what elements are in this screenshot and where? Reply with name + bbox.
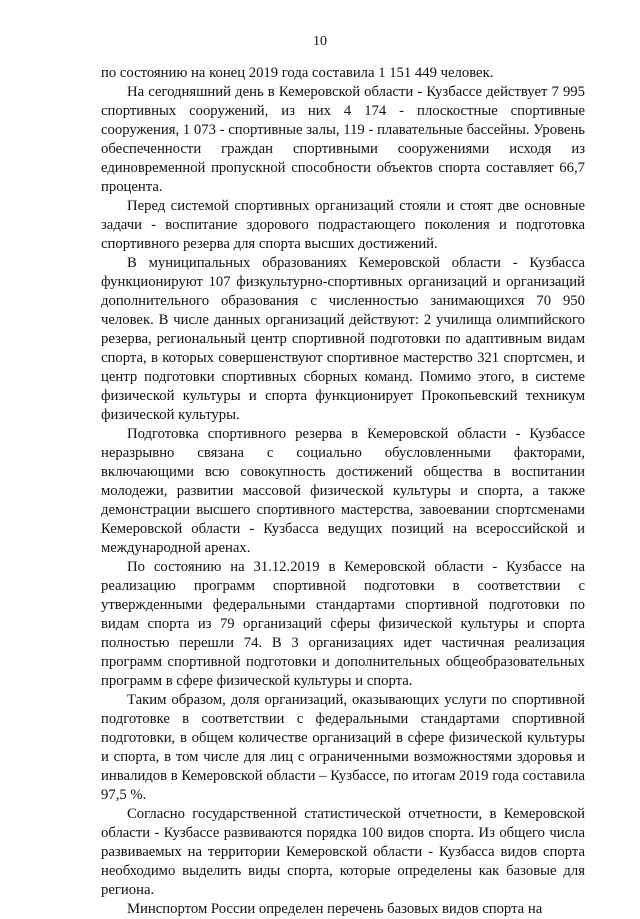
paragraph-9: Минспортом России определен перечень базовых видов спорта на <box>127 901 543 917</box>
paragraph-1: по состоянию на конец 2019 года составила 1 151 449 человек. <box>101 65 494 81</box>
body-text <box>101 64 585 919</box>
paragraph-3: Перед системой спортивных организаций стояли и стоят две основные задачи - воспитание здорового подрастающего поколения и подготовка спортивного резерва для спорта высших достижений. <box>101 198 585 252</box>
paragraph-2: На сегодняшний день в Кемеровской области - Кузбассе действует 7 995 спортивных сооружений, из них 4 174 - плоскостные спортивные сооружения, 1 073 - спортивные залы, 119 - плавательные бассейны. Уровень обеспеченности граждан спортивными сооружениями исходя из единовременной пропускной способности объектов спорта составляет 66,7 процента. <box>101 84 585 195</box>
paragraph-6: По состоянию на 31.12.2019 в Кемеровской области - Кузбассе на реализацию программ спортивной подготовки в соответствии с утвержденными федеральными стандартами спортивной подготовки по видам спорта из 79 организаций сферы физической культуры и спорта полностью перешли 74. В 3 организациях идет частичная реализация программ спортивной подготовки и дополнительных общеобразовательных программ в сфере физической культуры и спорта. <box>101 559 585 689</box>
paragraph-8: Согласно государственной статистической отчетности, в Кемеровской области - Кузбассе развиваются порядка 100 видов спорта. Из общего числа развиваемых на территории Кемеровской области - Кузбасса видов спорта необходимо выделить виды спорта, которые определены как базовые для региона. <box>101 806 585 898</box>
paragraph-4: В муниципальных образованиях Кемеровской области - Кузбасса функционируют 107 физкультурно-спортивных организаций и организаций дополнительного образования с численностью занимающихся 70 950 человек. В числе данных организаций действуют: 2 училища олимпийского резерва, региональный центр спортивной подготовки по адаптивным видам спорта, в которых совершенствуют спортивное мастерство 321 спортсмен, и центр подготовки спортивных сборных команд. Помимо этого, в системе физической культуры и спорта функционирует Прокопьевский техникум физической культуры. <box>101 255 585 423</box>
page-number: 10 <box>313 34 327 49</box>
paragraph-7: Таким образом, доля организаций, оказывающих услуги по спортивной подготовке в соответствии с федеральными стандартами спортивной подготовки, в общем количестве организаций в сфере физической культуры и спорта, в том числе для лиц с ограниченными возможностями здоровья и инвалидов в Кемеровской области – Кузбассе, по итогам 2019 года составила 97,5 %. <box>101 692 585 803</box>
paragraph-5: Подготовка спортивного резерва в Кемеровской области - Кузбассе неразрывно связана с социально обусловленными факторами, включающими всю совокупность достижений общества в воспитании молодежи, развитии массовой физической культуры и спорта, а также демонстрации высшего спортивного мастерства, завоевании спортсменами Кемеровской области - Кузбасса ведущих позиций на всероссийской и международной аренах. <box>101 426 585 556</box>
